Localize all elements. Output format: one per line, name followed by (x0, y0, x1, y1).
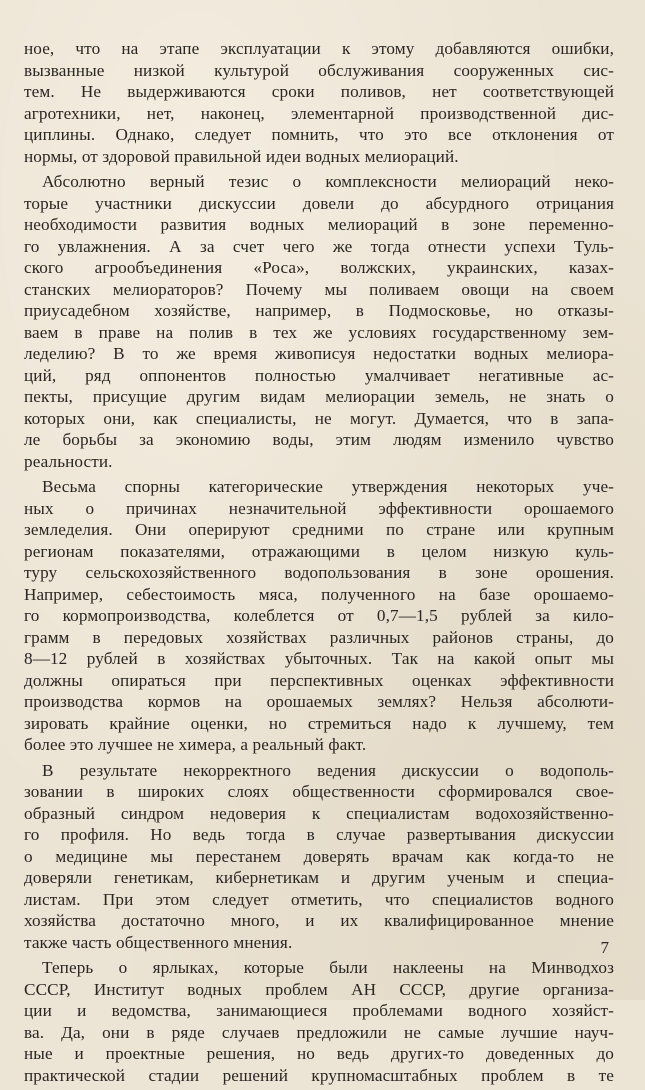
text-line: реальности. (24, 451, 113, 471)
text-line: В результате некорректного ведения дискуссии о водополь- (42, 760, 614, 780)
text-line: ции и ведомства, занимающиеся проблемами водного хозяйст- (24, 1001, 614, 1020)
text-line: торые участники дискуссии довели до абсурдного отрицания (24, 193, 614, 213)
text-line: 8—12 рублей в хозяйствах убыточных. Так на какой опыт мы (24, 649, 614, 668)
text-line: го профиля. Но ведь тогда в случае развертывания дискуссии (24, 825, 614, 844)
paragraph-1 (24, 38, 614, 167)
text-line: Весьма спорны категорические утверждения некоторых уче- (42, 477, 614, 496)
text-line: которых они, как специалисты, не могут. Думается, что в запа- (24, 408, 614, 428)
text-line: хозяйства достаточно много, и их квалифицированное мнение (24, 911, 614, 930)
text-line: регионам показателями, отражающими в целом низкую куль- (24, 541, 614, 561)
text-line: зовании в широких слоях общественности сформировался свое- (24, 782, 614, 801)
text-line: ле борьбы за экономию воды, этим людям изменило чувство (24, 430, 614, 449)
text-line: Абсолютно верный тезис о комплексности мелиораций неко- (42, 172, 614, 191)
text-line: ные и проектные решения, но ведь других-то доведенных до (24, 1044, 614, 1063)
paragraph-4 (24, 760, 614, 954)
paragraph-3 (24, 476, 614, 756)
text-line: необходимости развития водных мелиораций в зоне переменно- (24, 215, 614, 234)
text-line: о медицине мы перестанем доверять врачам как когда-то не (24, 846, 614, 866)
text-line: земледелия. Они оперируют средними по стране или крупным (24, 520, 614, 539)
text-line: зировать крайние оценки, но стремиться надо к лучшему, тем (24, 713, 614, 733)
paragraph-5 (24, 957, 614, 1086)
body-text (24, 38, 614, 1090)
text-line: ных о причинах незначительной эффективности орошаемого (24, 498, 614, 518)
text-line: леделию? В то же время живописуя недостатки водных мелиора- (24, 344, 614, 363)
text-line: также часть общественного мнения. (24, 932, 293, 952)
text-line: тем. Не выдерживаются сроки поливов, нет соответствующей (24, 82, 614, 101)
text-line: Теперь о ярлыках, которые были наклеены на Минводхоз (42, 958, 614, 977)
text-line: ского агрообъединения «Роса», волжских, украинских, казах- (24, 258, 614, 277)
text-line: ное, что на этапе эксплуатации к этому добавляются ошибки, (24, 39, 614, 58)
text-line: ва. Да, они в ряде случаев предложили не самые лучшие науч- (24, 1022, 614, 1042)
text-line: грамм в передовых хозяйствах различных районов страны, до (24, 627, 614, 647)
paragraph-2 (24, 171, 614, 472)
text-line: нормы, от здоровой правильной идеи водных мелиораций. (24, 146, 459, 166)
text-line: станских мелиораторов? Почему мы поливаем овощи на своем (24, 279, 614, 299)
text-line: листам. При этом следует отметить, что специалистов водного (24, 889, 614, 909)
text-line: Например, себестоимость мяса, полученного на базе орошаемо- (24, 584, 614, 604)
text-line: СССР, Институт водных проблем АН СССР, другие организа- (24, 979, 614, 999)
text-line: ций, ряд оппонентов полностью умалчивает негативные ас- (24, 365, 614, 385)
page-number: 7 (600, 938, 609, 957)
text-line: го увлажнения. А за счет чего же тогда отнести успехи Туль- (24, 236, 614, 256)
text-line: должны опираться при перспективных оценках эффективности (24, 670, 614, 690)
text-line: циплины. Однако, следует помнить, что это все отклонения от (24, 125, 614, 144)
text-line: образный синдром недоверия к специалистам водохозяйственно- (24, 803, 614, 823)
text-line: производства кормов на орошаемых землях? Нельзя абсолюти- (24, 692, 614, 711)
text-line: ваем в праве на полив в тех же условиях государственному зем- (24, 322, 614, 342)
text-line: агротехники, нет, наконец, элементарной производственной дис- (24, 103, 614, 123)
text-line: приусадебном хозяйстве, например, в Подмосковье, но отказы- (24, 301, 614, 320)
text-line: более это лучшее не химера, а реальный факт. (24, 735, 367, 754)
text-line: пекты, присущие другим видам мелиорации земель, не знать о (24, 387, 614, 406)
text-line: практической стадии решений крупномасштабных проблем в те (24, 1065, 614, 1085)
text-line: го кормопроизводства, колеблется от 0,7—1,5 рублей за кило- (24, 606, 614, 625)
text-line: туру сельскохозяйственного водопользования в зоне орошения. (24, 563, 614, 582)
text-line: вызванные низкой культурой обслуживания сооруженных сис- (24, 60, 614, 80)
text-line: доверяли генетикам, кибернетикам и другим ученым и специа- (24, 868, 614, 887)
